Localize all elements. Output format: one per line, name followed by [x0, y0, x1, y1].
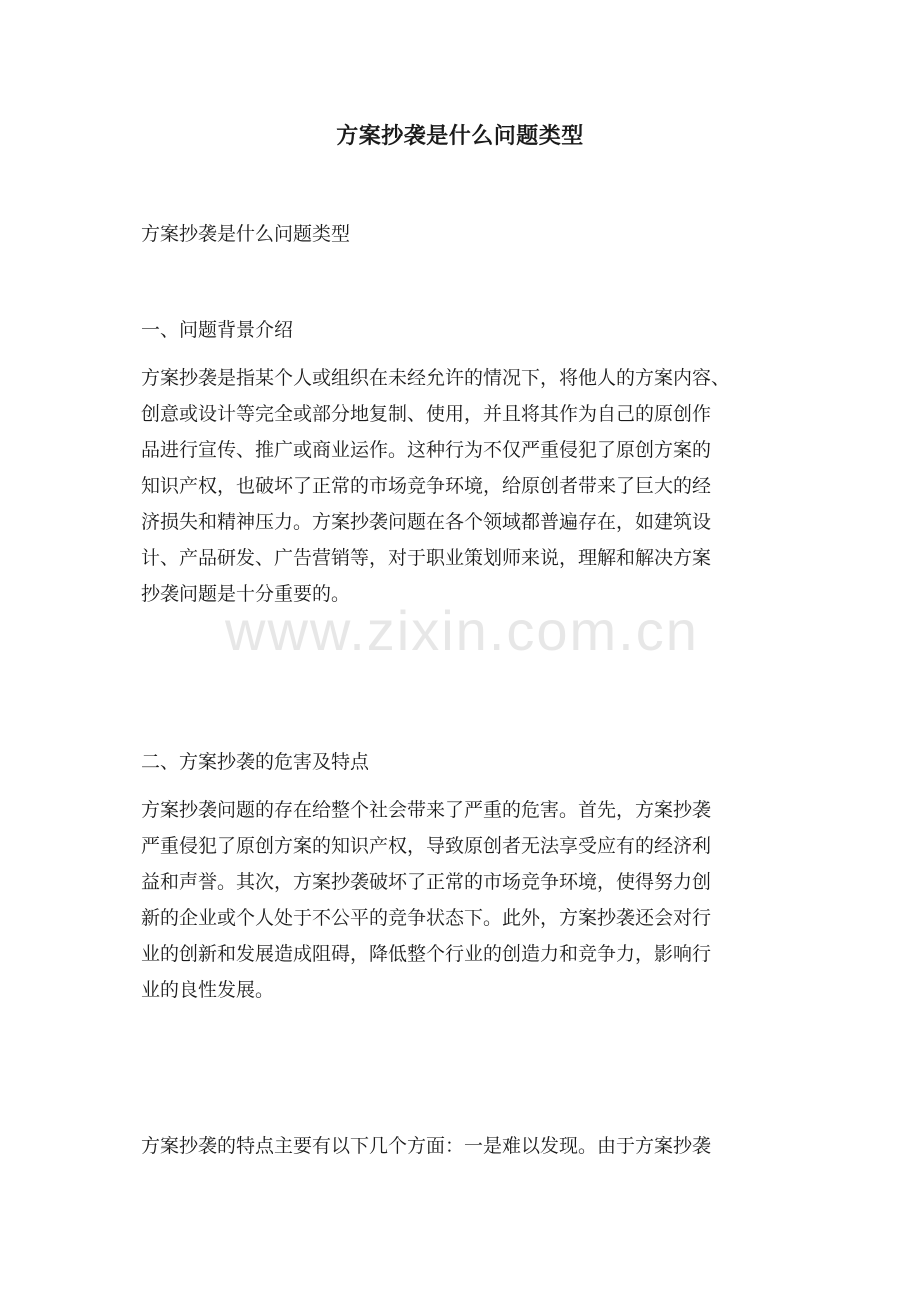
paragraph-line: 知识产权，也破坏了正常的市场竞争环境，给原创者带来了巨大的经: [141, 475, 712, 497]
paragraph-line: 益和声誉。其次，方案抄袭破坏了正常的市场竞争环境，使得努力创: [141, 871, 712, 893]
document-subtitle: 方案抄袭是什么问题类型: [141, 223, 351, 245]
paragraph-line: 计、产品研发、广告营销等，对于职业策划师来说，理解和解决方案: [141, 547, 712, 569]
paragraph-line: 严重侵犯了原创方案的知识产权，导致原创者无法享受应有的经济利: [141, 835, 712, 857]
paragraph-line: 品进行宣传、推广或商业运作。这种行为不仅严重侵犯了原创方案的: [141, 439, 712, 461]
section-heading-harms: 二、方案抄袭的危害及特点: [141, 751, 370, 773]
watermark: www.zixin.com.cn: [225, 599, 699, 662]
section-heading-background: 一、问题背景介绍: [141, 319, 294, 341]
document-title: 方案抄袭是什么问题类型: [336, 123, 584, 149]
paragraph-line: 业的创新和发展造成阻碍，降低整个行业的创造力和竞争力，影响行: [141, 943, 712, 965]
paragraph-line: 济损失和精神压力。方案抄袭问题在各个领域都普遍存在，如建筑设: [141, 511, 712, 533]
paragraph-line: 方案抄袭的特点主要有以下几个方面：一是难以发现。由于方案抄袭: [141, 1135, 712, 1157]
paragraph-features: [141, 1128, 781, 1164]
paragraph-line: 业的良性发展。: [141, 979, 275, 1001]
paragraph-line: 新的企业或个人处于不公平的竞争状态下。此外，方案抄袭还会对行: [141, 907, 712, 929]
paragraph-line: 方案抄袭问题的存在给整个社会带来了严重的危害。首先，方案抄袭: [141, 799, 712, 821]
paragraph-background: [141, 360, 781, 612]
paragraph-line: 创意或设计等完全或部分地复制、使用，并且将其作为自己的原创作: [141, 403, 712, 425]
paragraph-harms: [141, 792, 781, 1008]
paragraph-line: 方案抄袭是指某个人或组织在未经允许的情况下，将他人的方案内容、: [141, 367, 731, 389]
paragraph-line: 抄袭问题是十分重要的。: [141, 583, 351, 605]
